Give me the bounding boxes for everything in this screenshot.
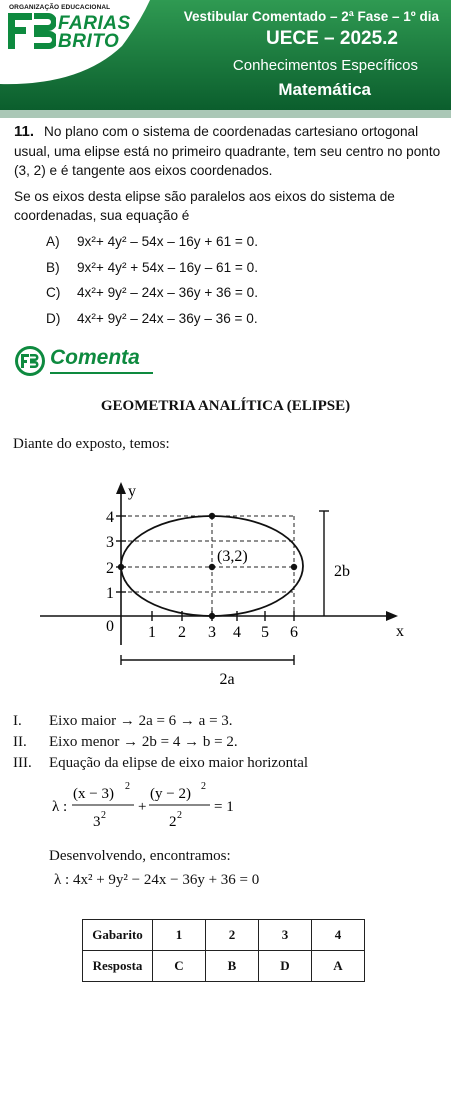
exam-title: Vestibular Comentado – 2ª Fase – 1º dia	[183, 9, 439, 24]
y-axis-label: y	[128, 483, 136, 500]
x-tick-label: 4	[233, 624, 241, 641]
ellipse-graph	[0, 470, 451, 695]
step-text: Eixo maior → 2a = 6 → a = 3.	[49, 713, 233, 729]
origin-label: 0	[106, 618, 114, 635]
y-tick-label: 4	[106, 509, 114, 526]
equation-power: 2	[201, 781, 206, 792]
question-number: 11.	[14, 123, 35, 140]
height-bracket	[319, 511, 329, 616]
table-row	[83, 920, 365, 951]
table-header-cell: Gabarito	[83, 920, 153, 951]
y-tick-label: 3	[106, 534, 114, 551]
answer-table	[82, 919, 365, 982]
area-title: Conhecimentos Específicos	[232, 57, 418, 74]
ellipse-equation	[50, 776, 250, 840]
question-number-cell: 1	[153, 920, 206, 951]
option-d	[46, 311, 258, 326]
answer-cell: B	[206, 951, 259, 982]
question-block	[14, 122, 442, 226]
option-text: 4x²+ 9y² – 24x – 36y – 36 = 0.	[77, 311, 258, 326]
question-number-cell: 2	[206, 920, 259, 951]
equation-rhs: = 1	[214, 799, 234, 815]
height-label: 2b	[334, 563, 350, 580]
step-number: III.	[13, 755, 32, 771]
x-tick-label: 6	[290, 624, 298, 641]
option-c	[46, 285, 258, 300]
x-axis-label: x	[396, 623, 404, 640]
y-tick-label: 2	[106, 560, 114, 577]
equation-power: 2	[125, 781, 130, 792]
option-letter: B)	[46, 260, 60, 275]
option-letter: D)	[46, 311, 61, 326]
x-tick-label: 5	[261, 624, 269, 641]
equation-numerator-1: (x − 3)	[73, 786, 114, 802]
logo-name-line2: BRITO	[58, 31, 120, 52]
equation-lambda: λ :	[52, 799, 68, 815]
university-title: UECE – 2025.2	[265, 28, 398, 49]
comenta-underline	[50, 372, 153, 374]
question-statement-text: No plano com o sistema de coordenadas cartesiano ortogonal usual, uma elipse está no primeiro quadrante, tem seu centro no ponto (3, 2) e é tangente aos eixos coordenados.	[14, 124, 441, 179]
x-tick-label: 1	[148, 624, 156, 641]
logo-name-line1: FARIAS	[58, 13, 131, 34]
option-text: 9x²+ 4y² + 54x – 16y – 61 = 0.	[77, 260, 258, 275]
x-tick-label: 2	[178, 624, 186, 641]
subject-title: Matemática	[278, 80, 371, 99]
x-axis-arrow-icon	[386, 611, 398, 621]
answer-cell: C	[153, 951, 206, 982]
comenta-label: Comenta	[50, 346, 140, 369]
y-axis-arrow-icon	[116, 482, 126, 494]
page-header	[0, 0, 451, 118]
equation-numerator-2: (y − 2)	[150, 786, 191, 802]
question-statement	[14, 122, 442, 181]
x-tick-label: 3	[208, 624, 216, 641]
equation-denominator-2: 2	[169, 814, 177, 830]
option-letter: C)	[46, 285, 61, 300]
org-label: ORGANIZAÇÃO EDUCACIONAL	[9, 4, 111, 11]
option-text: 9x²+ 4y² – 54x – 16y + 61 = 0.	[77, 234, 258, 249]
option-text: 4x²+ 9y² – 24x – 36y + 36 = 0.	[77, 285, 258, 300]
develop-text: Desenvolvendo, encontramos:	[49, 848, 231, 864]
section-title: GEOMETRIA ANALÍTICA (ELIPSE)	[100, 398, 351, 414]
step-text: Eixo menor → 2b = 4 → b = 2.	[49, 734, 238, 750]
y-tick-label: 1	[106, 585, 114, 602]
equation-denominator-1: 3	[93, 814, 101, 830]
option-b	[46, 260, 258, 275]
option-a	[46, 234, 258, 249]
final-equation: λ : 4x² + 9y² − 24x − 36y + 36 = 0	[54, 872, 260, 888]
answer-cell: D	[259, 951, 312, 982]
answer-cell: A	[312, 951, 365, 982]
table-header-cell: Resposta	[83, 951, 153, 982]
question-prompt: Se os eixos desta elipse são paralelos aos eixos do sistema de coordenadas, sua equação é	[14, 188, 395, 224]
step-number: I.	[13, 713, 22, 729]
width-label: 2a	[219, 671, 235, 688]
step-text: Equação da elipse de eixo maior horizontal	[49, 755, 309, 771]
question-number-cell: 4	[312, 920, 365, 951]
center-label: (3,2)	[217, 548, 248, 565]
farias-brito-logo	[8, 13, 56, 49]
equation-power: 2	[101, 810, 106, 821]
intro-text: Diante do exposto, temos:	[13, 436, 170, 452]
table-row	[83, 951, 365, 982]
width-bracket	[121, 655, 294, 665]
step-number: II.	[13, 734, 27, 750]
option-letter: A)	[46, 234, 60, 249]
ellipse-points	[118, 513, 297, 619]
comenta-logo-icon	[14, 345, 46, 377]
question-number-cell: 3	[259, 920, 312, 951]
equation-power: 2	[177, 810, 182, 821]
equation-plus: +	[138, 799, 147, 815]
